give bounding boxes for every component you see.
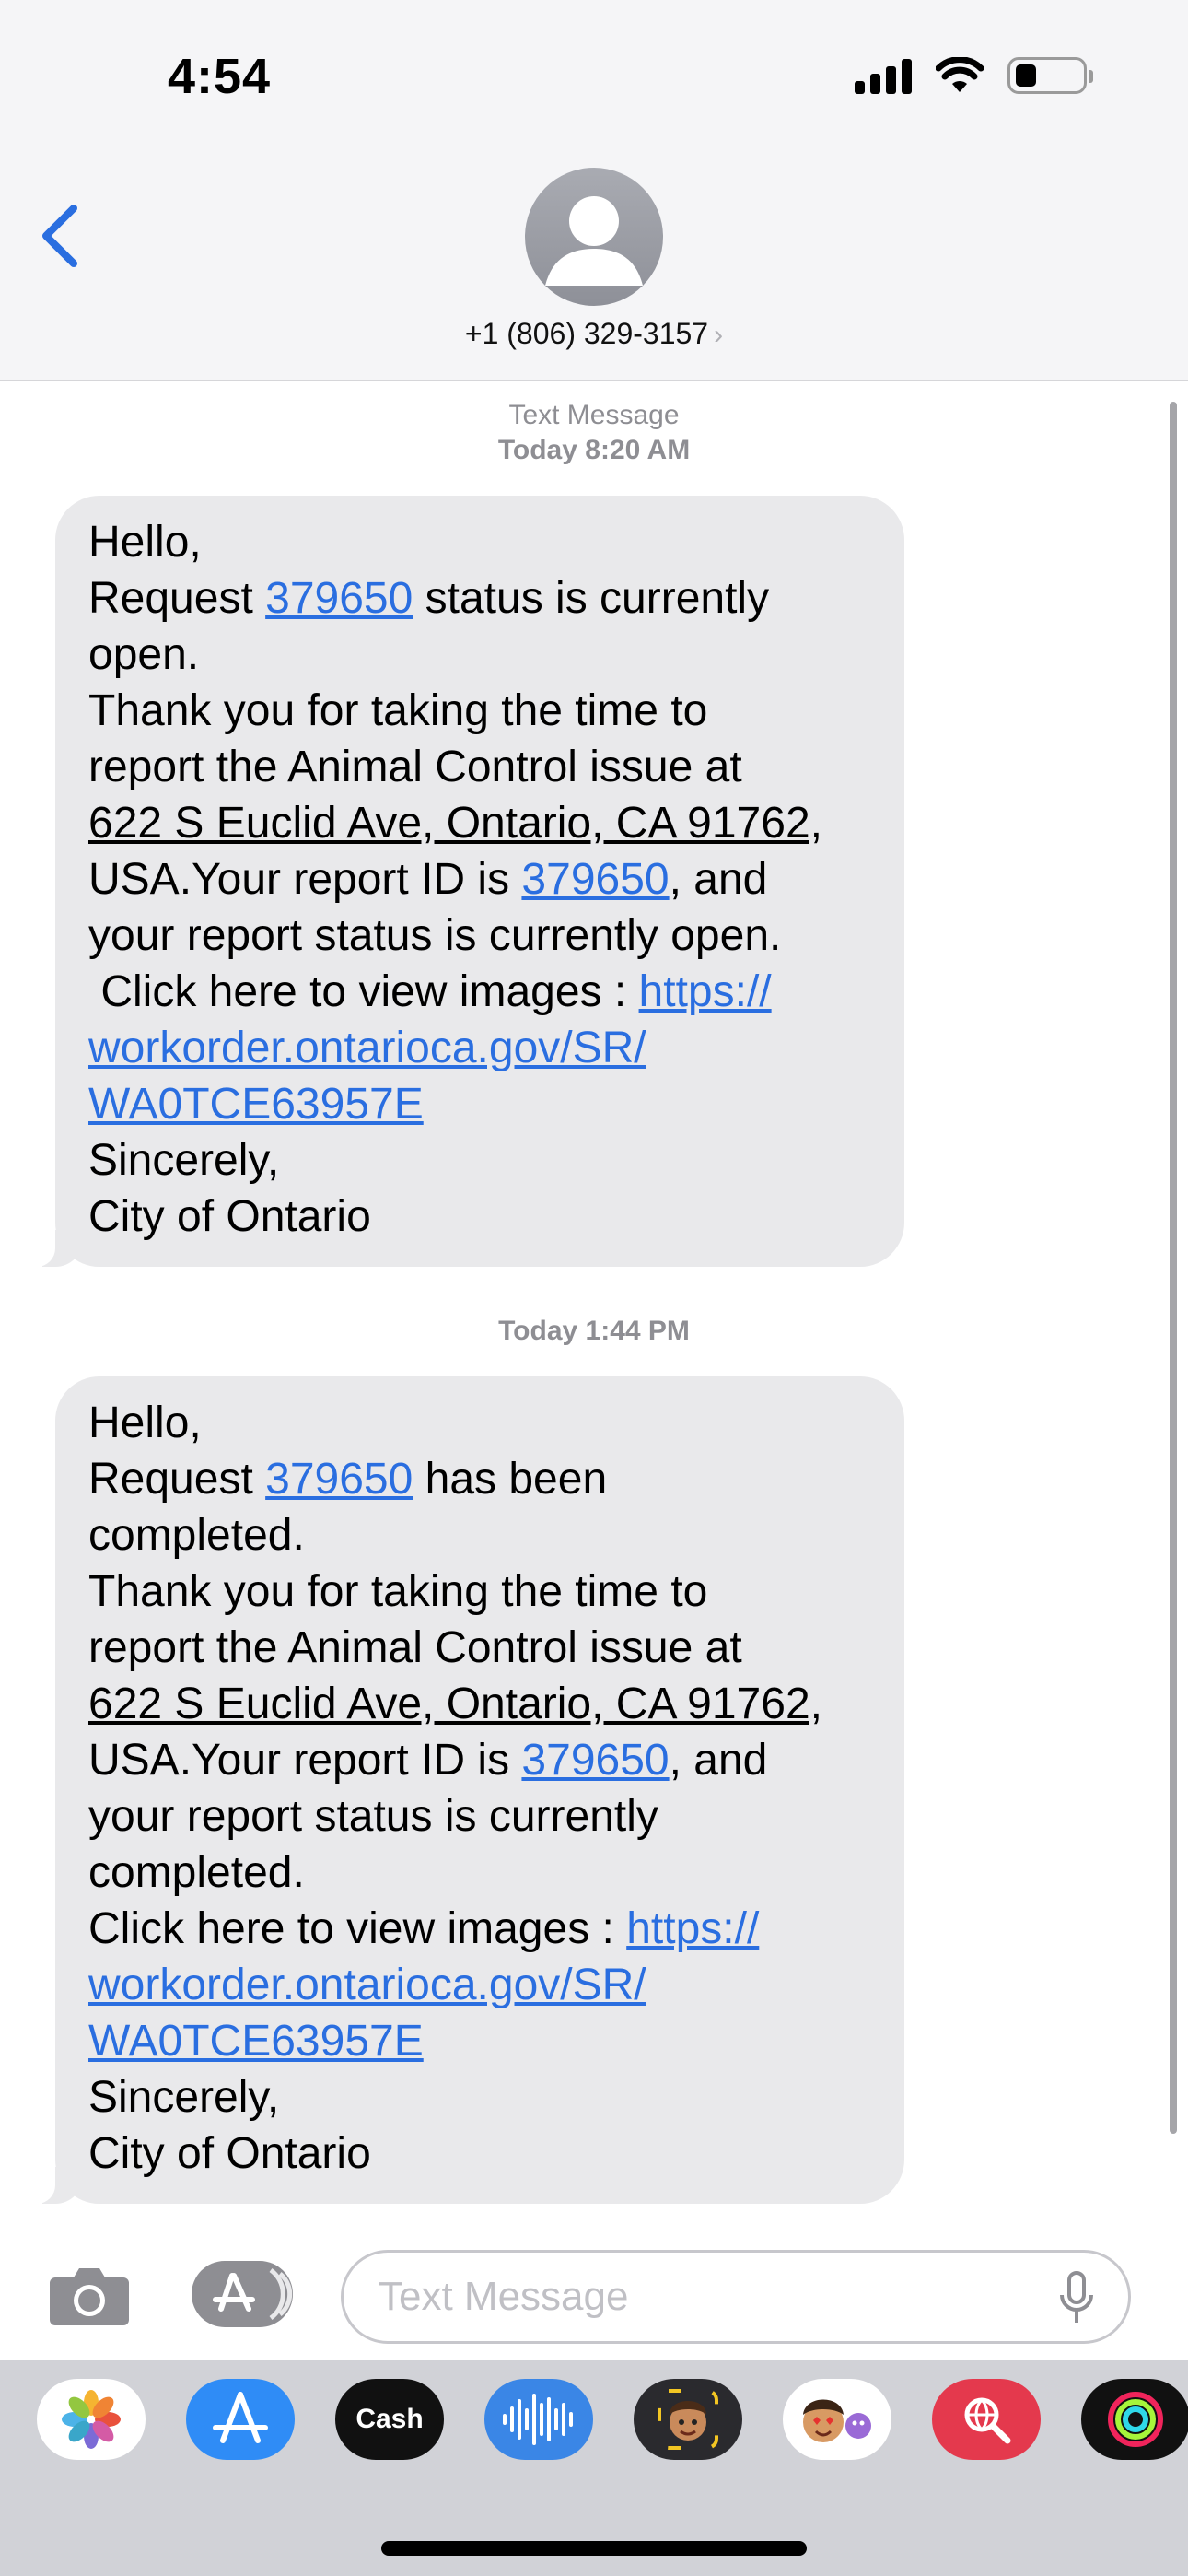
scrollbar[interactable]: [1170, 402, 1177, 2134]
message-text: completed.: [88, 1848, 305, 1897]
message-input[interactable]: [341, 2250, 1131, 2344]
message-text: Hello,: [88, 518, 202, 567]
images-url-link[interactable]: https://: [626, 1904, 760, 1953]
message-text: USA.Your report ID is 379650, and: [88, 855, 768, 904]
message-text: Click here to view images : https://: [88, 967, 772, 1016]
status-icons: [855, 57, 1087, 94]
contact-chevron-icon: ›: [714, 320, 724, 350]
message-input-placeholder: Text Message: [379, 2274, 629, 2319]
images-url-link[interactable]: WA0TCE63957E: [88, 1080, 424, 1129]
address-link[interactable]: 622 S Euclid Ave, Ontario, CA 91762,: [88, 799, 822, 848]
images-url-link[interactable]: workorder.ontarioca.gov/SR/: [88, 1024, 646, 1072]
request-id-link[interactable]: 379650: [265, 574, 413, 623]
images-search-icon[interactable]: [932, 2379, 1041, 2460]
contact-number: +1 (806) 329-3157: [464, 317, 709, 350]
apple-cash-label: Cash: [355, 2404, 424, 2434]
message-text: report the Animal Control issue at: [88, 1623, 742, 1672]
images-url-link[interactable]: WA0TCE63957E: [88, 2017, 424, 2066]
report-id-link[interactable]: 379650: [521, 855, 670, 904]
timestamp-group-1: [0, 398, 1188, 468]
received-message-bubble[interactable]: [55, 1376, 904, 2204]
message-text: Sincerely,: [88, 1136, 280, 1185]
apple-cash-icon[interactable]: [335, 2379, 444, 2460]
address-link[interactable]: 622 S Euclid Ave, Ontario, CA 91762,: [88, 1680, 822, 1728]
message-text: USA.Your report ID is 379650, and: [88, 1736, 768, 1785]
message-text: report the Animal Control issue at: [88, 743, 742, 791]
memoji-stickers-icon[interactable]: [783, 2379, 891, 2460]
images-url-link[interactable]: workorder.ontarioca.gov/SR/: [88, 1961, 646, 2009]
message-type-label: Text Message: [508, 400, 680, 430]
message-text: Thank you for taking the time to: [88, 1567, 708, 1616]
message-text: your report status is currently open.: [88, 911, 782, 960]
memoji-icon[interactable]: [634, 2379, 742, 2460]
status-time: 4:54: [168, 49, 272, 104]
timestamp: Today 8:20 AM: [497, 435, 691, 465]
home-indicator[interactable]: [381, 2541, 807, 2556]
fitness-activity-icon[interactable]: [1081, 2379, 1188, 2460]
photos-icon[interactable]: [37, 2379, 146, 2460]
message-thread[interactable]: [0, 381, 1188, 2252]
message-text: City of Ontario: [88, 2129, 371, 2178]
wifi-icon: [936, 57, 984, 94]
message-text: Click here to view images : https://: [88, 1904, 760, 1953]
message-text: Hello,: [88, 1399, 202, 1447]
message-text: City of Ontario: [88, 1192, 371, 1241]
message-text: Request 379650 status is currently: [88, 574, 770, 623]
message-text: completed.: [88, 1511, 305, 1560]
audio-message-icon[interactable]: [484, 2379, 593, 2460]
contact-name[interactable]: [0, 317, 1188, 351]
report-id-link[interactable]: 379650: [521, 1736, 670, 1785]
message-text: Request 379650 has been: [88, 1455, 608, 1504]
message-composer: [0, 2241, 1188, 2360]
imessage-app-drawer: [0, 2360, 1188, 2576]
camera-icon[interactable]: [48, 2263, 131, 2327]
app-store-icon[interactable]: [192, 2261, 293, 2327]
conversation-header: [0, 0, 1188, 381]
images-url-link[interactable]: https://: [638, 967, 772, 1016]
message-text: your report status is currently: [88, 1792, 658, 1841]
message-text: open.: [88, 630, 200, 679]
microphone-icon[interactable]: [1058, 2271, 1095, 2326]
message-text: Thank you for taking the time to: [88, 686, 708, 735]
message-text: Sincerely,: [88, 2073, 280, 2122]
battery-icon: [1007, 57, 1087, 94]
timestamp: Today 1:44 PM: [498, 1316, 690, 1346]
app-store-icon[interactable]: [186, 2379, 295, 2460]
contact-avatar[interactable]: [525, 168, 663, 306]
chevron-left-icon[interactable]: [37, 201, 85, 271]
cellular-signal-icon: [855, 57, 912, 94]
person-silhouette-icon: [525, 168, 663, 306]
received-message-bubble[interactable]: [55, 496, 904, 1267]
request-id-link[interactable]: 379650: [265, 1455, 413, 1504]
